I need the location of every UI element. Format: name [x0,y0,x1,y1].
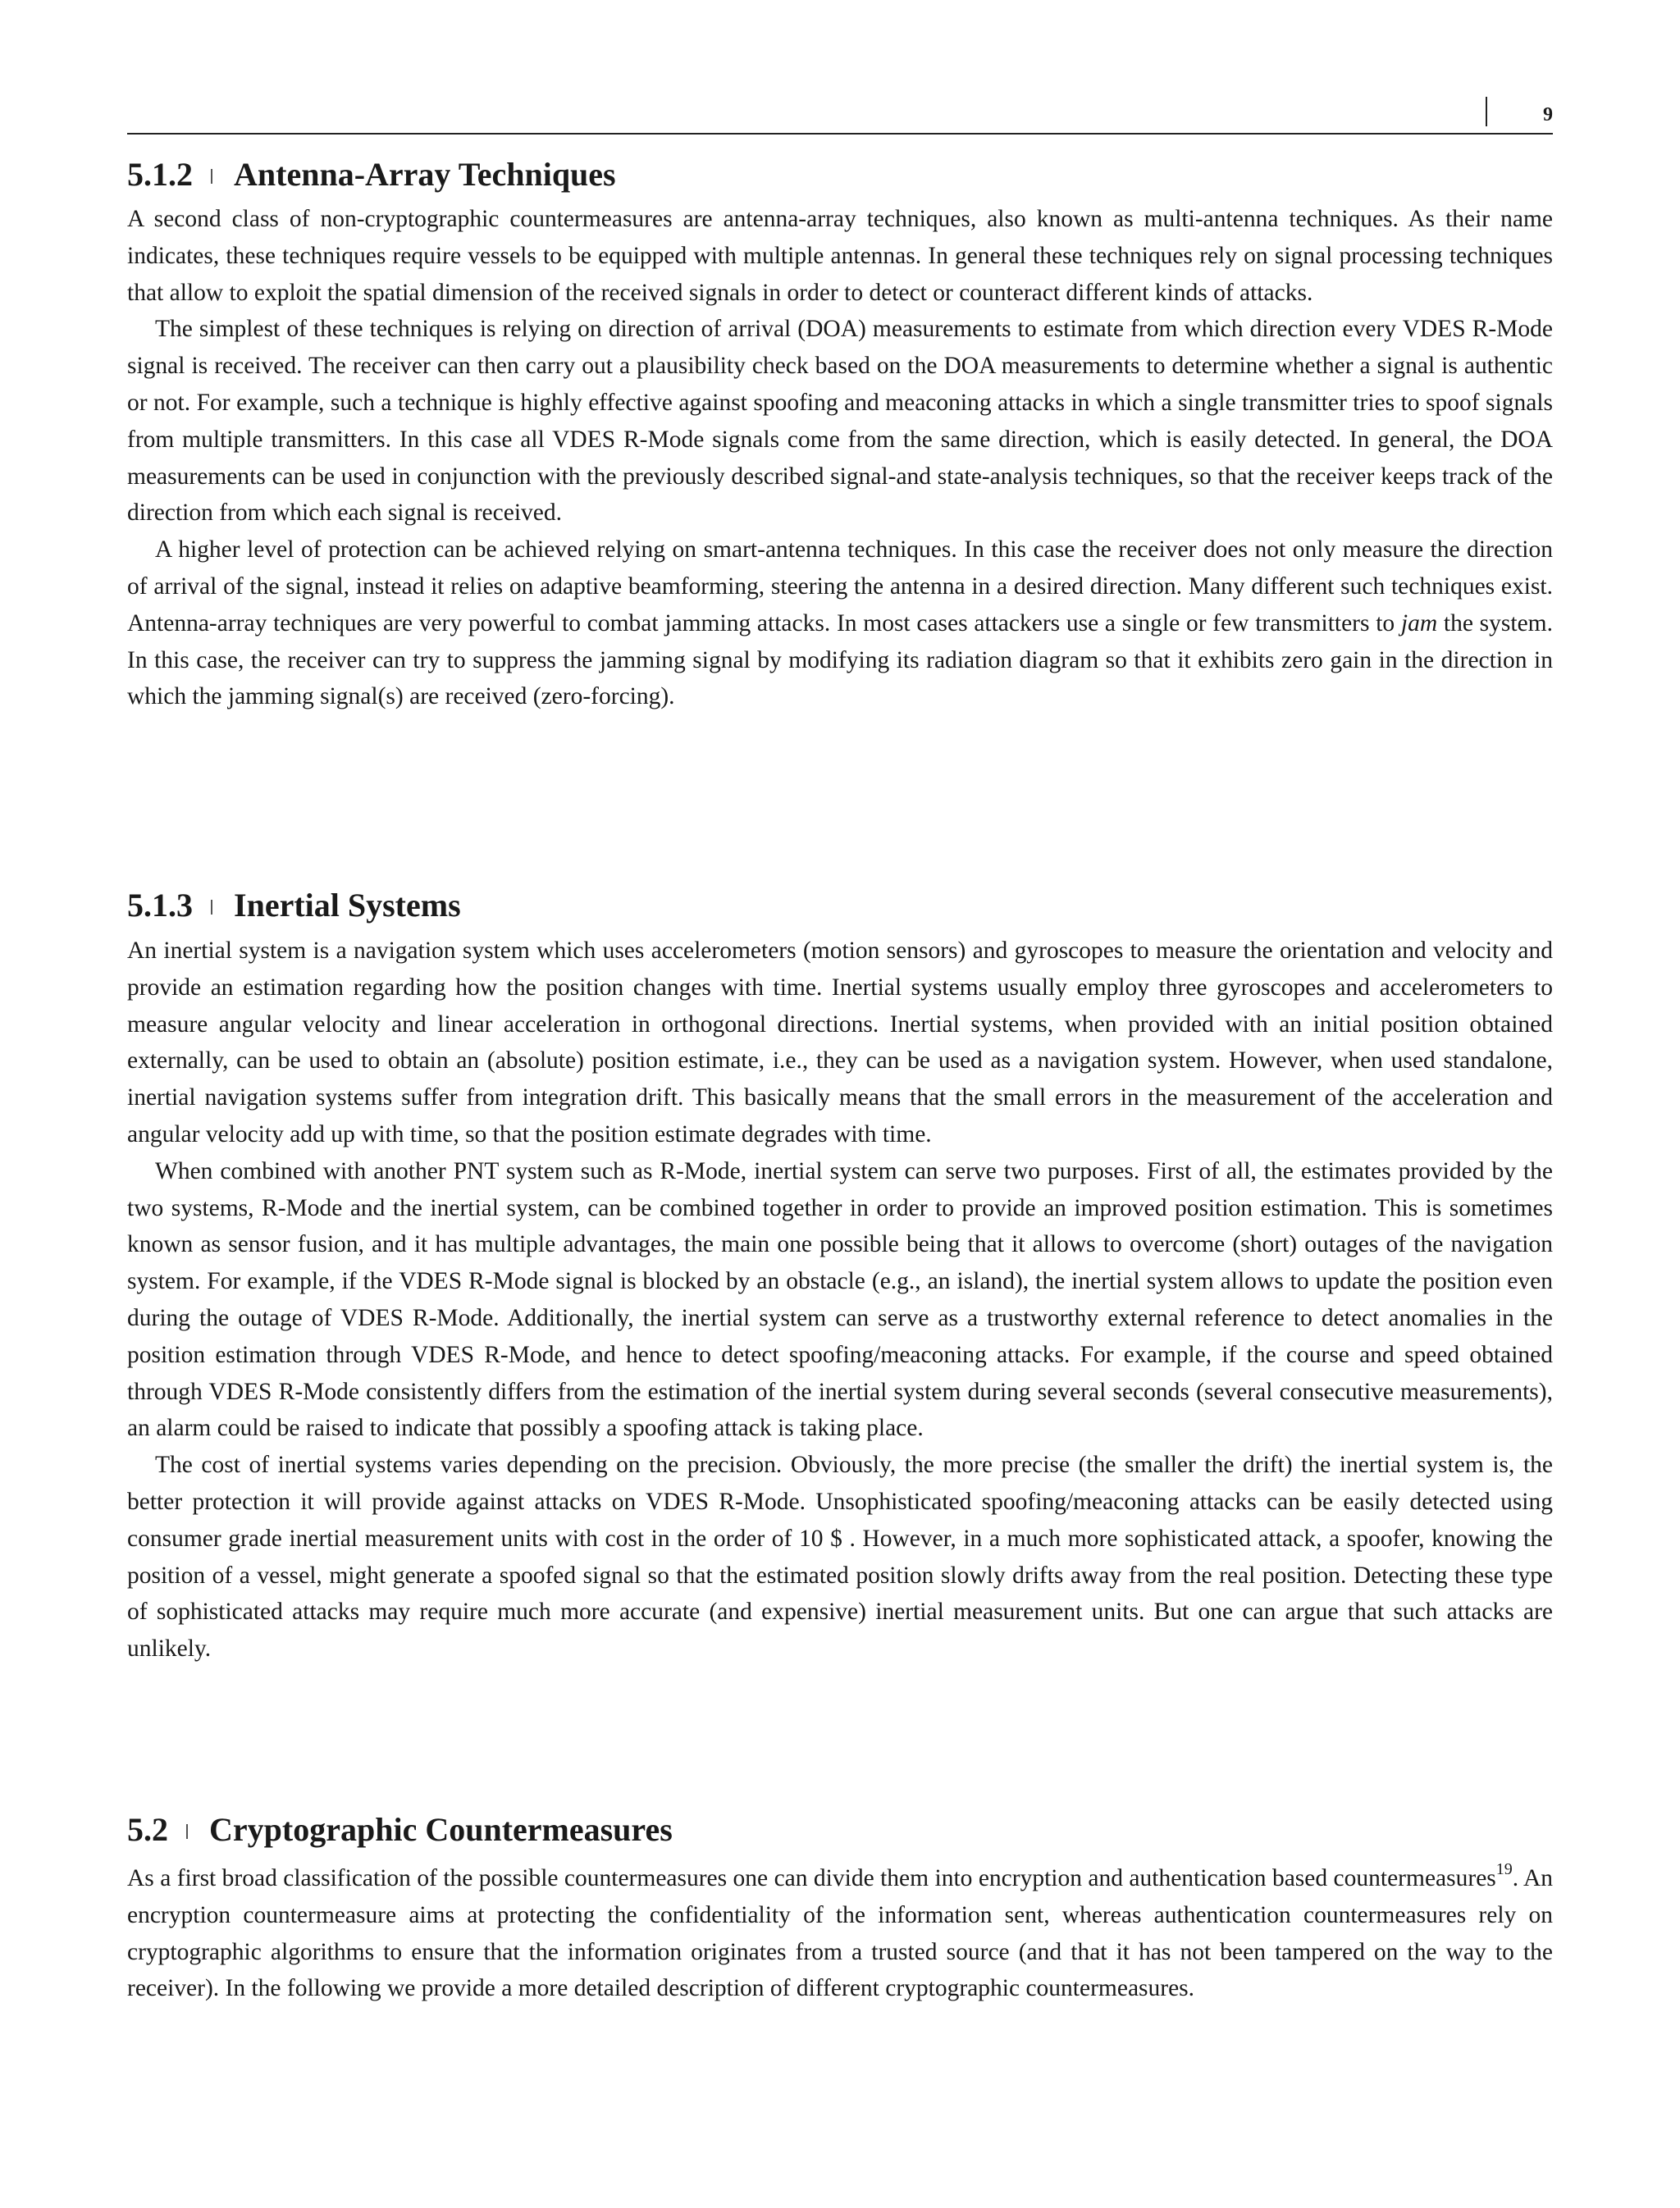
section-number: 5.1.2 [127,156,193,193]
section-title: Antenna-Array Techniques [234,156,616,193]
heading-separator [186,1824,188,1839]
heading-separator [211,900,212,915]
paragraph: An inertial system is a navigation system which uses accelerometers (motion sensors) and gyroscopes to measure the orientation and velocity and provide an estimation regarding how the position changes with time. Inertial systems usually employ three gyroscopes and accelerometers to measure angular velocity and linear acceleration in orthogonal directions. Inertial systems, when provided with an initial position obtained externally, can be used to obtain an (absolute) position estimate, i.e., they can be used as a navigation system. However, when used standalone, inertial navigation systems suffer from integration drift. This basically means that the small errors in the measurement of the acceleration and angular velocity add up with time, so that the position estimate degrades with time. [127,937,1553,1147]
section-number: 5.1.3 [127,887,193,924]
emphasis-text: jam [1400,609,1438,636]
header-divider [1486,97,1487,126]
section-heading-5-2 [127,1812,1553,1848]
section-number: 5.2 [127,1811,168,1848]
running-header [127,97,1553,135]
text-run: . An encryption countermeasure aims at protecting the confidentiality of the information sent, whereas authentication countermeasures rely on cryptographic algorithms to ensure that the information originates from a trusted source (and that it has not been tampered on the way to the receiver). In the following we provide a more detailed description of different cryptographic countermeasures. [127,1865,1553,2002]
footnote-marker: 19 [1495,1860,1513,1878]
text-run: the system. In this case, the receiver can try to suppress the jamming signal by modifying its radiation diagram so that it exhibits zero gain in the direction in which the jamming signal(s) are received (zero-forcing). [127,609,1553,710]
section-heading-5-1-3 [127,887,1553,924]
paragraph: A second class of non-cryptographic countermeasures are antenna-array techniques, also known as multi-antenna techniques. As their name indicates, these techniques require vessels to be equipped with multiple antennas. In general these techniques rely on signal processing techniques that allow to exploit the spatial dimension of the received signals in order to detect or counteract different kinds of attacks. [127,206,1553,306]
paragraph: The cost of inertial systems varies depending on the precision. Obviously, the more precise (the smaller the drift) the inertial system is, the better protection it will provide against attacks on VDES R-Mode. Unsophisticated spoofing/meaconing attacks can be easily detected using consumer grade inertial measurement units with cost in the order of 10 $ . However, in a much more sophisticated attack, a spoofer, knowing the position of a vessel, might generate a spoofed signal so that the estimated position slowly drifts away from the real position. Detecting these type of sophisticated attacks may require much more accurate (and expensive) inertial measurement units. But one can argue that such attacks are unlikely. [127,1452,1553,1663]
text-run: A higher level of protection can be achieved relying on smart-antenna techniques. In this case the receiver does not only measure the direction of arrival of the signal, instead it relies on adaptive beamforming, steering the antenna in a desired direction. Many different such techniques exist. Antenna-array techniques are very powerful to combat jamming attacks. In most cases attackers use a single or few transmitters to [127,536,1553,636]
section-body-5-2 [127,1860,1553,2007]
paragraph [127,1860,1553,2007]
section-body-5-1-3 [127,933,1553,1667]
section-heading-5-1-2 [127,157,1553,193]
heading-separator [211,169,212,184]
section-body-5-1-2 [127,201,1553,715]
section-title: Cryptographic Countermeasures [209,1811,673,1848]
paper-page [127,0,1553,2208]
page-number: 9 [1543,104,1553,125]
text-run: As a first broad classification of the possible countermeasures one can divide them into encryption and authentication based countermeasures [127,1865,1496,1891]
paragraph [127,531,1553,715]
paragraph: The simplest of these techniques is relying on direction of arrival (DOA) measurements to estimate from which direction every VDES R-Mode signal is received. The receiver can then carry out a plausibility check based on the DOA measurements to determine whether a signal is authentic or not. For example, such a technique is highly effective against spoofing and meaconing attacks in which a single transmitter tries to spoof signals from multiple transmitters. In this case all VDES R-Mode signals come from the same direction, which is easily detected. In general, the DOA measurements can be used in conjunction with the previously described signal-and state-analysis techniques, so that the receiver keeps track of the direction from which each signal is received. [127,316,1553,527]
section-title: Inertial Systems [234,887,461,924]
paragraph: When combined with another PNT system such as R-Mode, inertial system can serve two purposes. First of all, the estimates provided by the two systems, R-Mode and the inertial system, can be combined together in order to provide an improved position estimation. This is sometimes known as sensor fusion, and it has multiple advantages, the main one possible being that it allows to overcome (short) outages of the navigation system. For example, if the VDES R-Mode signal is blocked by an obstacle (e.g., an island), the inertial system allows to update the position even during the outage of VDES R-Mode. Additionally, the inertial system can serve as a trustworthy external reference to detect anomalies in the position estimation through VDES R-Mode, and hence to detect spoofing/meaconing attacks. For example, if the course and speed obtained through VDES R-Mode consistently differs from the estimation of the inertial system during several seconds (several consecutive measurements), an alarm could be raised to indicate that possibly a spoofing attack is taking place. [127,1157,1553,1442]
